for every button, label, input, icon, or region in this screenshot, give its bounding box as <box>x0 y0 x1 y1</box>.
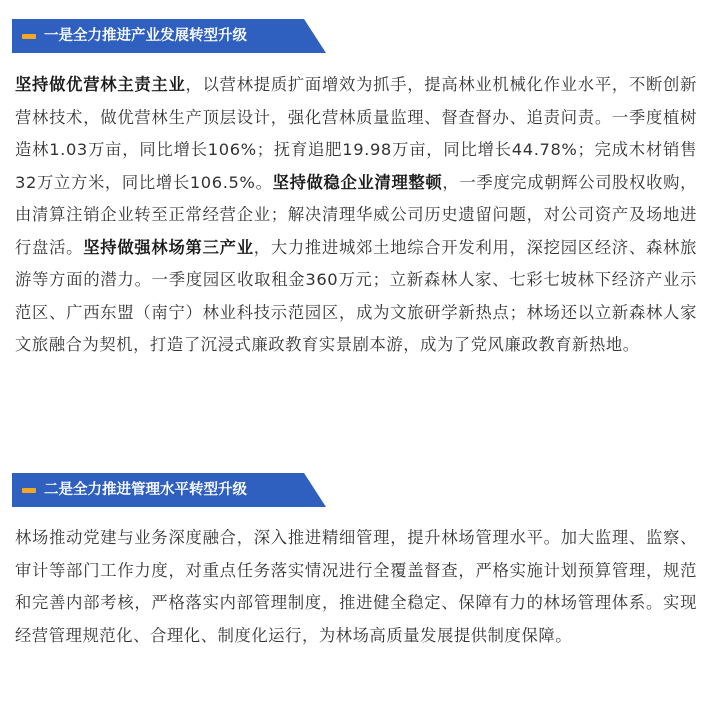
section-header-2 <box>0 473 330 507</box>
paragraph-text-1: ，以营林提质扩面增效为抓手，提高林业机械化作业水平，不断创新营林技术，做优营林生产顶层设计，强化营林质量监理、督查督办、追责问责。一季度植树造林1.03万亩，同比增长106%；抚育追肥19.98万亩，同比增长44.78%；完成木材销售32万立方米，同比增长106.5%。 <box>15 75 697 192</box>
dash-accent-icon <box>22 488 36 493</box>
section-2-paragraph: 林场推动党建与业务深度融合，深入推进精细管理，提升林场管理水平。加大监理、监察、审计等部门工作力度，对重点任务落实情况进行全覆盖督查，严格实施计划预算管理，规范和完善内部考核，严格落实内部管理制度，推进健全稳定、保障有力的林场管理体系。实现经营管理规范化、合理化、制度化运行，为林场高质量发展提供制度保障。 <box>15 528 697 645</box>
section-title-1: 一是全力推进产业发展转型升级 <box>44 28 247 44</box>
paragraph-text-3: ，大力推进城郊土地综合开发利用，深挖园区经济、森林旅游等方面的潜力。一季度园区收取租金360万元；立新森林人家、七彩七坡林下经济产业示范区、广西东盟（南宁）林业科技示范园区，成为文旅研学新热点；林场还以立新森林人家文旅融合为契机，打造了沉浸式廉政教育实景剧本游，成为了党风廉政教育新热地。 <box>15 237 697 354</box>
lead-heading-2: 坚持做稳企业清理整顿 <box>272 172 443 192</box>
paragraph-text-2: ，一季度完成朝辉公司股权收购，由清算注销企业转至正常经营企业；解决清理华威公司历史遗留问题，对公司资产及场地进行盘活。 <box>15 172 697 257</box>
section-1-paragraph <box>15 69 697 362</box>
lead-heading-3: 坚持做强林场第三产业 <box>83 237 254 257</box>
dash-accent-icon <box>22 34 36 39</box>
lead-heading-1: 坚持做优营林主责主业 <box>15 75 186 94</box>
section-title-2: 二是全力推进管理水平转型升级 <box>44 482 247 498</box>
section-header-1 <box>0 19 330 53</box>
